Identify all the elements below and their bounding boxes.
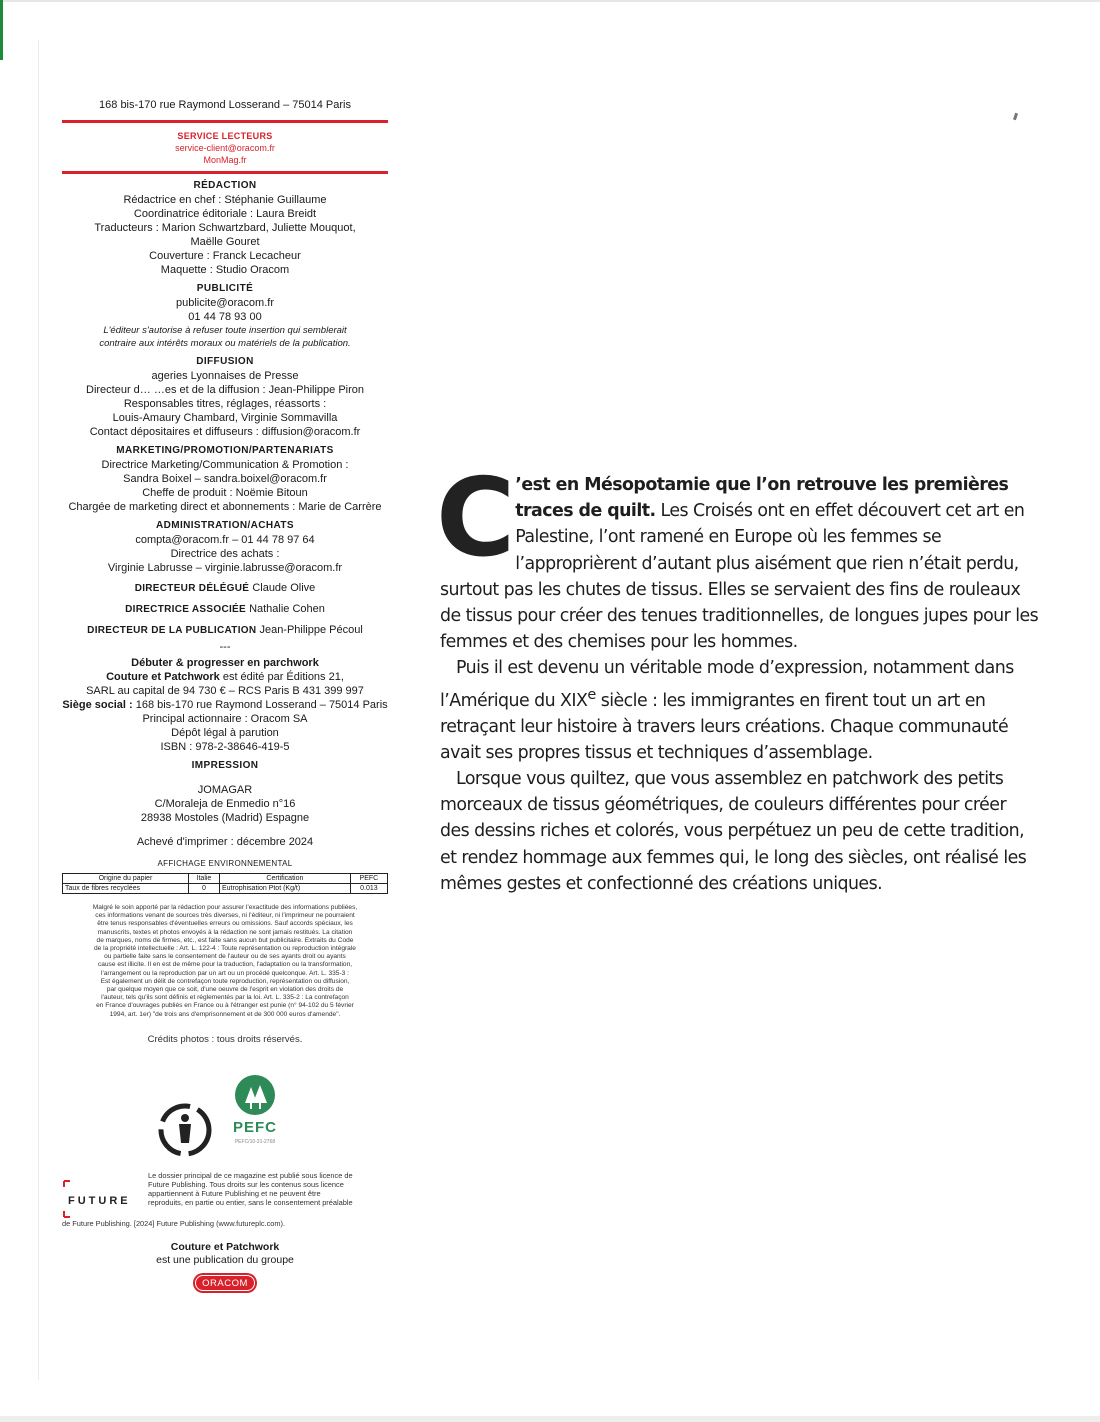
- legal-line: ou partielle faite sans le consentement de l'auteur ou de ses ayants droit ou ayants: [104, 953, 346, 961]
- legal-notice: [62, 904, 388, 1019]
- environment-table: [62, 873, 388, 894]
- page-top-edge: [0, 0, 1100, 2]
- environment-cell: Certification: [219, 874, 350, 884]
- environment-row: [63, 874, 388, 884]
- pefc-wordmark: PEFC: [232, 1118, 277, 1136]
- environment-cell: Italie: [188, 874, 219, 884]
- publicite-notice: contraire aux intérêts moraux ou matériels de la publication.: [99, 338, 351, 349]
- reader-service-title: SERVICE LECTEURS: [177, 131, 273, 141]
- imprint-siege-label: Siège social :: [62, 699, 133, 711]
- publication-group: [62, 1241, 388, 1297]
- director-role: DIRECTEUR DE LA PUBLICATION: [87, 625, 257, 636]
- pefc-logo: [222, 1073, 288, 1149]
- article-paragraph: [436, 456, 1040, 655]
- redaction-heading: RÉDACTION: [193, 180, 257, 191]
- legal-line: de la propriété intellectuelle : Art. L. 122-4 : Toute représentation ou reproduction intégrale: [94, 945, 356, 953]
- drop-cap: C: [436, 456, 512, 581]
- diffusion-line: ageries Lyonnaises de Presse: [151, 370, 299, 382]
- red-divider-bottom: [62, 171, 388, 174]
- future-license-line: appartiennent à Future Publishing et ne peuvent être: [148, 1189, 321, 1199]
- legal-line: par quelque moyen que ce soit, d'une oeuvre de l'esprit en violation des droits de: [106, 986, 344, 994]
- group-magazine-name: Couture et Patchwork: [170, 1240, 280, 1253]
- oracom-logo: [193, 1273, 257, 1293]
- article-paragraph: [440, 655, 1040, 766]
- legal-line: manuscrits, textes et photos envoyés à la rédaction ne sont jamais restitués. La citation: [97, 928, 353, 936]
- paper-speck: [1013, 113, 1018, 121]
- pefc-code: PEFC/10-31-2768: [234, 1138, 276, 1145]
- publicite-phone: 01 44 78 93 00: [188, 311, 262, 323]
- marketing-line: Sandra Boixel – sandra.boixel@oracom.fr: [123, 473, 327, 485]
- director-role: DIRECTRICE ASSOCIÉE: [125, 604, 246, 615]
- redaction-line: Traducteurs : Marion Schwartzbard, Juliette Mouquot,: [94, 222, 356, 234]
- red-divider-top: [62, 120, 388, 123]
- redaction-line: Coordinatrice éditoriale : Laura Breidt: [133, 208, 317, 220]
- publicite-email[interactable]: publicite@oracom.fr: [176, 297, 274, 309]
- imprint-shareholder: Principal actionnaire : Oracom SA: [142, 713, 308, 725]
- print-date: Achevé d'imprimer : décembre 2024: [136, 836, 314, 848]
- redaction-line: Rédactrice en chef : Stéphanie Guillaume: [123, 194, 327, 206]
- century-superscript: e: [587, 686, 596, 703]
- legal-line: être tenus responsables d'éventuelles erreurs ou omissions. Sauf accords spéciaux, les: [97, 920, 353, 928]
- diffusion-heading: DIFFUSION: [196, 356, 254, 367]
- legal-line: Malgré le soin apporté par la rédaction pour assurer l'exactitude des informations publiées,: [92, 904, 358, 911]
- marketing-line: Chargée de marketing direct et abonnements : Marie de Carrère: [68, 501, 382, 513]
- future-license-text: [148, 1171, 388, 1208]
- admin-line: compta@oracom.fr – 01 44 78 97 64: [135, 534, 315, 546]
- imprint-publisher: [62, 670, 388, 684]
- article-text: Les Croisés ont en effet découvert cet art en Palestine, l’ont ramené en Europe où les femmes se l’approprièrent d’autant plus aisément que rien n’était perdu, surtout pas les chutes de tissus. Elles se servaient des fins de rouleaux de tissus pour créer des tenues traditionnelles, de longues jupes pour les femmes et des chemises pour les hommes.: [440, 501, 1039, 653]
- director-delegate: [62, 581, 388, 596]
- future-wordmark: FUTURE: [68, 1194, 131, 1207]
- reader-service: [62, 126, 388, 168]
- article-text: siècle : les immigrantes en firent tout un art en retraçant leur histoire à travers leurs créations. Chaque communauté avait ses propres tissus et techniques d’assemblage.: [440, 690, 1009, 763]
- director-associate: [62, 602, 388, 617]
- environment-cell: Eutrophisation Ptot (Kg/t): [219, 884, 350, 894]
- imprint-depot: Dépôt légal à parution: [171, 727, 279, 739]
- group-text: est une publication du groupe: [156, 1253, 294, 1266]
- imprint-isbn: ISBN : 978-2-38646-419-5: [160, 741, 290, 753]
- future-license-line: Future Publishing. Tous droits sur les contenus sous licence: [148, 1180, 344, 1190]
- future-license-line: Le dossier principal de ce magazine est publié sous licence de: [148, 1170, 353, 1180]
- reader-service-site[interactable]: MonMag.fr: [203, 155, 247, 165]
- admin-line: Directrice des achats :: [170, 548, 280, 560]
- environment-row: [63, 884, 388, 894]
- admin-line: Virginie Labrusse – virginie.labrusse@oracom.fr: [107, 562, 343, 574]
- masthead-column: [62, 98, 388, 1297]
- publisher-address: 168 bis-170 rue Raymond Losserand – 75014 Paris: [99, 99, 351, 111]
- publicite-heading: PUBLICITÉ: [196, 283, 254, 294]
- redaction-line: Couverture : Franck Lecacheur: [149, 250, 301, 262]
- page-gutter-line: [38, 40, 39, 1380]
- page-left-green-edge: [0, 0, 3, 60]
- photo-credits: Crédits photos : tous droits réservés.: [147, 1033, 303, 1045]
- environment-cell: Taux de fibres recyclées: [63, 884, 189, 894]
- imprint-publisher-name: Couture et Patchwork: [106, 671, 220, 683]
- legal-line: l'arrangement ou la reproduction par un art ou un procédé quelconque. Art. L. 335-3 :: [101, 969, 349, 977]
- publicite-notice: L'éditeur s'autorise à refuser toute insertion qui semblerait: [103, 325, 347, 336]
- future-logo: [62, 1179, 140, 1219]
- diffusion-line: Directeur d… …es et de la diffusion : Jean-Philippe Piron: [86, 384, 364, 396]
- legal-line: ces informations venant de sources très diverses, ni l'éditeur, ni l'imprimeur ne pourraient: [95, 912, 355, 920]
- director-role: DIRECTEUR DÉLÉGUÉ: [134, 583, 250, 594]
- director-name: Jean-Philippe Pécoul: [259, 624, 363, 636]
- redaction-line: Maquette : Studio Oracom: [160, 264, 290, 276]
- printer-line: C/Moraleja de Enmedio n°16: [154, 798, 296, 810]
- admin-heading: ADMINISTRATION/ACHATS: [155, 520, 295, 531]
- legal-line: cause est illicite. Il en est de même pour la traduction, l'adaptation ou la transformation,: [97, 961, 353, 969]
- impression-heading: IMPRESSION: [191, 760, 259, 771]
- future-license-line: reproduits, en partie ou entier, sans le consentement préalable: [148, 1198, 353, 1208]
- legal-line: de marques, noms de firmes, etc., est faite sans aucun but publicitaire. Extraits du Code: [96, 936, 354, 944]
- reader-service-email[interactable]: service-client@oracom.fr: [175, 143, 275, 153]
- recycle-icon: [158, 1103, 212, 1157]
- environment-cell: 0: [188, 884, 219, 894]
- article-lead: ’est en Mésopotamie que l’on retrouve les premières traces de quilt.: [515, 475, 1009, 522]
- article-text: Puis il est devenu un véritable mode d’expression, notamment dans l’Amérique du XIX: [440, 658, 1014, 711]
- article-paragraph: Lorsque vous quiltez, que vous assemblez en patchwork des petits morceaux de tissus géométriques, de couleurs différentes pour créer des dessins riches et colorés, vous perpétuez un peu de cette tradition, et rendez hommage aux femmes qui, le long des siècles, ont réalisé les mêmes gestes et confectionné des créations uniques.: [440, 769, 1027, 894]
- director-publication: [62, 623, 388, 638]
- future-license: [62, 1171, 388, 1227]
- separator: ---: [219, 641, 231, 653]
- director-name: Claude Olive: [252, 582, 316, 594]
- diffusion-line: Louis-Amaury Chambard, Virginie Sommavilla: [112, 412, 338, 424]
- pefc-tree-icon: [229, 1073, 281, 1117]
- legal-line: en France d'ouvrages publiés en France ou à l'étranger est punie (n° 94-102 du 5 février: [96, 1002, 354, 1010]
- eco-logos: [62, 1073, 388, 1163]
- imprint-publisher-rest: est édité par Éditions 21,: [219, 671, 344, 683]
- article-body: [436, 456, 1040, 897]
- imprint-siege: [62, 698, 388, 712]
- marketing-line: Cheffe de produit : Noëmie Bitoun: [142, 487, 308, 499]
- imprint-capital: SARL au capital de 94 730 € – RCS Paris B 431 399 997: [86, 685, 364, 697]
- environment-cell: PEFC: [350, 874, 387, 884]
- diffusion-line: Contact dépositaires et diffuseurs : diffusion@oracom.fr: [89, 426, 361, 438]
- legal-line: Est également un délit de contrefaçon toute reproduction, représentation ou diffusion,: [100, 977, 350, 985]
- legal-line: 1994, art. 1er) "de trois ans d'emprisonnement et de 300 000 euros d'amende".: [109, 1010, 341, 1018]
- marketing-line: Directrice Marketing/Communication & Promotion :: [101, 459, 349, 471]
- printer-line: JOMAGAR: [197, 784, 253, 796]
- director-name: Nathalie Cohen: [249, 603, 325, 615]
- redaction-line: Maëlle Gouret: [190, 236, 260, 248]
- page-bottom-edge: [0, 1416, 1100, 1422]
- environment-heading: AFFICHAGE ENVIRONNEMENTAL: [157, 859, 293, 868]
- marketing-heading: MARKETING/PROMOTION/PARTENARIATS: [116, 445, 334, 456]
- printer-line: 28938 Mostoles (Madrid) Espagne: [140, 812, 310, 824]
- oracom-wordmark: ORACOM: [195, 1275, 255, 1291]
- imprint-siege-rest: 168 bis-170 rue Raymond Losserand – 75014 Paris: [132, 699, 388, 711]
- diffusion-line: Responsables titres, réglages, réassorts :: [123, 398, 327, 410]
- environment-cell: 0.013: [350, 884, 387, 894]
- legal-line: l'auteur, tels qu'ils sont définis et réglementés par la loi. Art. L. 335-2 : La contrefaçon: [101, 994, 349, 1002]
- imprint-title: Débuter & progresser en parchwork: [131, 657, 319, 669]
- environment-cell: Origine du papier: [63, 874, 189, 884]
- future-license-tail: de Future Publishing. [2024] Future Publishing (www.futureplc.com).: [62, 1218, 286, 1228]
